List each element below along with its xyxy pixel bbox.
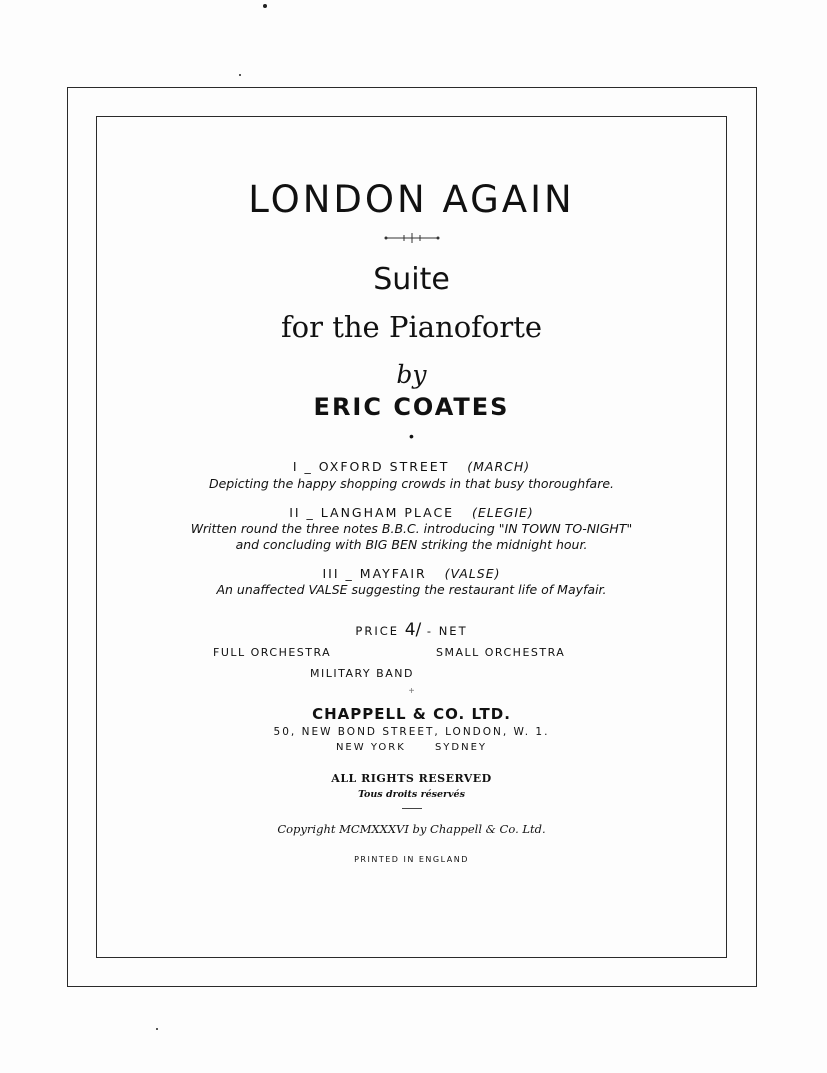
- printed-in: PRINTED IN ENGLAND: [354, 855, 469, 864]
- movement-tempo: (VALSE): [444, 566, 501, 581]
- scan-speck: [263, 4, 267, 8]
- price-suffix: - NET: [426, 624, 468, 638]
- scan-speck: [156, 1028, 158, 1030]
- subtitle-suite: Suite: [373, 262, 450, 297]
- movement-numeral: I: [292, 459, 299, 474]
- arrangement-military-band: MILITARY BAND: [310, 667, 414, 680]
- movement-numeral: II: [289, 505, 301, 520]
- arrangement-full-orchestra: FULL ORCHESTRA: [213, 646, 332, 659]
- movement-name: LANGHAM PLACE: [320, 505, 455, 520]
- publisher-name: CHAPPELL & CO. LTD.: [312, 705, 511, 723]
- movement-tempo: (ELEGIE): [472, 505, 534, 520]
- city-sydney: SYDNEY: [434, 742, 488, 753]
- movement-name: OXFORD STREET: [318, 459, 450, 474]
- small-ornament: +: [408, 686, 415, 697]
- movement-heading: [96, 566, 727, 581]
- arrangement-small-orchestra: SMALL ORCHESTRA: [436, 646, 566, 659]
- movement-heading: [96, 505, 727, 520]
- movement-heading: [96, 459, 727, 474]
- movement-dash: _: [304, 459, 313, 474]
- movement-dash: _: [306, 505, 315, 520]
- copyright-notice: Copyright MCMXXXVI by Chappell & Co. Ltd.: [277, 822, 546, 836]
- price-amount: 4/: [404, 620, 422, 640]
- movement-description: Written round the three notes B.B.C. introducing "IN TOWN TO-NIGHT": [190, 521, 633, 536]
- subtitle-instrument: for the Pianoforte: [280, 310, 543, 344]
- scan-speck: [239, 74, 241, 76]
- movement-description: An unaffected VALSE suggesting the restaurant life of Mayfair.: [216, 582, 607, 597]
- by-line: by: [396, 360, 427, 389]
- small-rule: [402, 808, 422, 809]
- page-title: LONDON AGAIN: [248, 178, 575, 221]
- movement-numeral: III: [322, 566, 340, 581]
- city-new-york: NEW YORK: [335, 742, 406, 753]
- movement-description: Depicting the happy shopping crowds in that busy thoroughfare.: [208, 476, 615, 491]
- price-label: PRICE: [355, 624, 400, 638]
- movement-dash: _: [345, 566, 354, 581]
- publisher-cities: [96, 742, 727, 753]
- divider-dot: •: [409, 428, 414, 444]
- publisher-address: 50, NEW BOND STREET, LONDON, W. 1.: [273, 726, 550, 738]
- movement-description: and concluding with BIG BEN striking the midnight hour.: [235, 537, 588, 552]
- movement-tempo: (MARCH): [467, 459, 531, 474]
- composer-name: ERIC COATES: [313, 393, 510, 421]
- price-line: [96, 620, 727, 640]
- rights-reserved: ALL RIGHTS RESERVED: [331, 772, 492, 785]
- title-ornament: [96, 228, 727, 248]
- movement-name: MAYFAIR: [359, 566, 427, 581]
- rights-reserved-french: Tous droits réservés: [358, 789, 465, 800]
